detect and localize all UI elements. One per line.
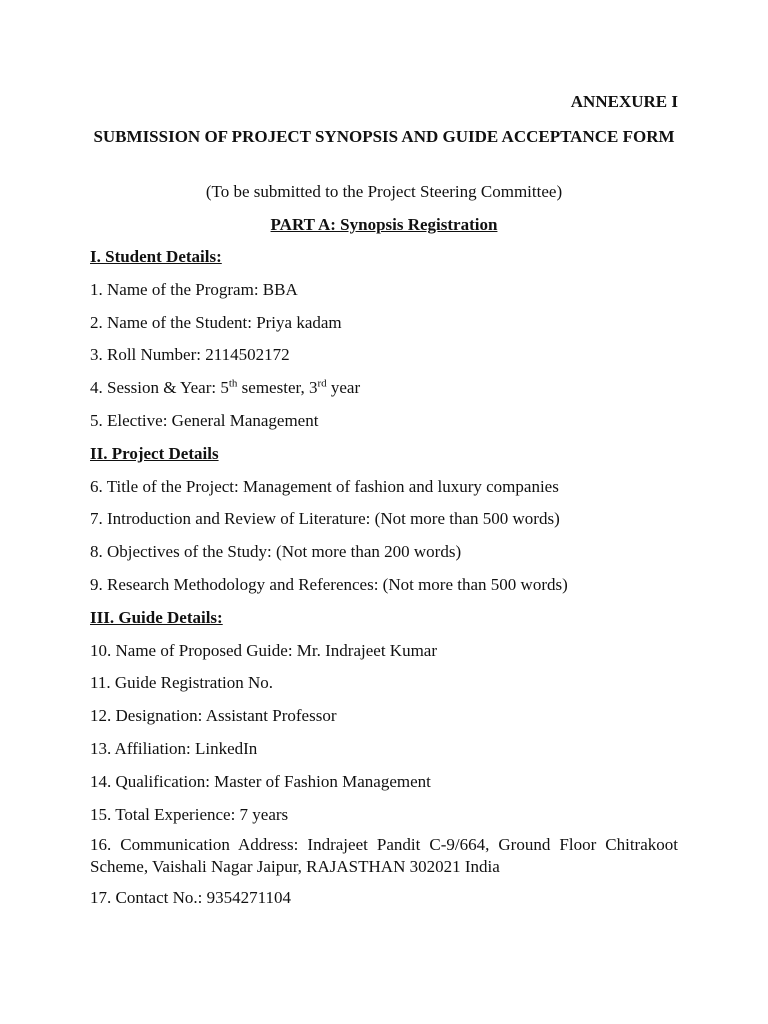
contact-line: 17. Contact No.: 9354271104: [90, 888, 291, 908]
session-sup-2: rd: [317, 377, 327, 390]
project-details-heading: II. Project Details: [90, 443, 219, 463]
annexure-label: ANNEXURE I: [570, 92, 678, 111]
designation-line: 12. Designation: Assistant Professor: [90, 706, 337, 726]
address-line: 16. Communication Address: Indrajeet Pandit C-9/664, Ground Floor Chitrakoot Scheme, Vaishali Nagar Jaipur, RAJASTHAN 302021 India: [90, 835, 678, 877]
session-year-line: [90, 378, 678, 411]
session-text-3: year: [326, 378, 361, 398]
guide-registration-line: 11. Guide Registration No.: [90, 673, 274, 693]
elective-line: 5. Elective: General Management: [90, 410, 319, 430]
part-a-heading: PART A: Synopsis Registration: [270, 215, 498, 234]
guide-name-line: 10. Name of Proposed Guide: Mr. Indrajeet Kumar: [90, 640, 437, 660]
project-title-line: 6. Title of the Project: Management of fashion and luxury companies: [90, 476, 559, 496]
experience-line: 15. Total Experience: 7 years: [90, 804, 289, 824]
objectives-line: 8. Objectives of the Study: (Not more than 200 words): [90, 542, 462, 562]
student-name-line: 2. Name of the Student: Priya kadam: [90, 312, 342, 332]
qualification-line: 14. Qualification: Master of Fashion Management: [90, 771, 431, 791]
guide-details-heading: III. Guide Details:: [90, 607, 223, 627]
affiliation-line: 13. Affiliation: LinkedIn: [90, 738, 258, 758]
session-sup-1: th: [228, 377, 238, 390]
form-subtitle: (To be submitted to the Project Steering Committee): [205, 182, 563, 201]
session-text-2: semester, 3: [237, 378, 318, 398]
roll-number-line: 3. Roll Number: 2114502172: [90, 345, 290, 365]
introduction-line: 7. Introduction and Review of Literature: (Not more than 500 words): [90, 509, 560, 529]
student-details-heading: I. Student Details:: [90, 247, 222, 266]
form-body: [90, 247, 678, 921]
session-text-1: 4. Session & Year: 5: [90, 378, 229, 398]
program-line: 1. Name of the Program: BBA: [90, 279, 298, 299]
methodology-line: 9. Research Methodology and References: (Not more than 500 words): [90, 574, 568, 594]
form-title: SUBMISSION OF PROJECT SYNOPSIS AND GUIDE ACCEPTANCE FORM: [93, 127, 675, 146]
